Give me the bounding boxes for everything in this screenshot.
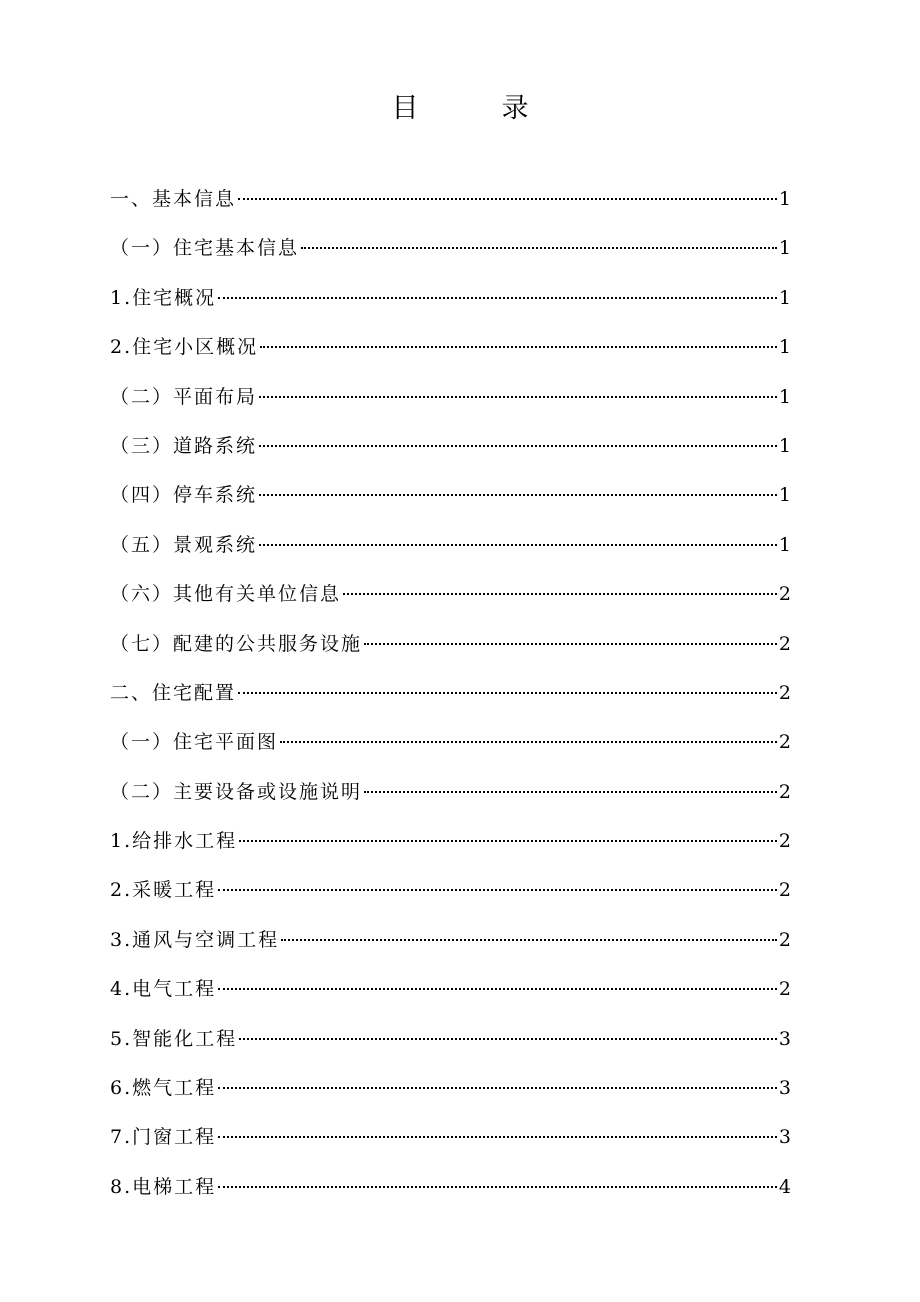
toc-entry-text: 7.门窗工程 [110,1126,217,1149]
toc-entry-page: 3 [778,1126,791,1149]
toc-entry-text: 6.燃气工程 [110,1077,217,1100]
toc-entry [110,817,791,866]
toc-entry [110,471,791,520]
toc-entry-text: （二）主要设备或设施说明 [110,780,363,803]
toc-entry-page: 2 [778,978,791,1001]
toc-leader-dots [259,445,777,447]
toc-entry-text: 2.采暖工程 [110,879,217,902]
toc-entry-text: （七）配建的公共服务设施 [110,632,363,655]
toc-entry [110,1113,791,1162]
toc-entry [110,570,791,619]
toc-entry-text: 二、住宅配置 [110,681,237,704]
toc-entry-page: 1 [778,434,791,457]
toc-entry-text: 5.智能化工程 [110,1027,238,1050]
toc-entry-text: 一、基本信息 [110,188,237,210]
toc-entry [110,521,791,570]
toc-leader-dots [364,643,777,645]
toc-entry-text: （一）住宅平面图 [110,731,279,754]
toc-leader-dots [218,889,777,891]
toc-entry [110,175,791,224]
toc-entry-text: （六）其他有关单位信息 [110,583,342,606]
toc-leader-dots [343,593,777,595]
toc-entry [110,1163,791,1212]
toc-entry [110,1015,791,1064]
toc-entry-page: 2 [778,632,791,655]
toc-entry-text: （三）道路系统 [110,434,258,457]
toc-entry-text: （一）住宅基本信息 [110,237,300,260]
toc-entry [110,422,791,471]
toc-leader-dots [238,692,777,694]
toc-leader-dots [259,494,777,496]
toc-entry-page: 2 [778,879,791,902]
toc-entry [110,866,791,915]
toc-leader-dots [259,396,777,398]
toc-entry-text: 4.电气工程 [110,978,217,1001]
toc-entry-text: （五）景观系统 [110,533,258,556]
toc-entry-page: 3 [778,1027,791,1050]
toc-leader-dots [218,297,777,299]
toc-entry-text: 1.给排水工程 [110,830,238,853]
toc-leader-dots [218,1186,777,1188]
toc-entry-text: （二）平面布局 [110,385,258,408]
toc-entry-page: 2 [778,681,791,704]
toc-entry-page: 2 [778,830,791,853]
toc-leader-dots [280,741,777,743]
toc-entry-page: 1 [778,286,791,309]
toc-entry [110,669,791,718]
toc-entry [110,1064,791,1113]
toc-entry [110,916,791,965]
toc-entry-page: 2 [778,731,791,754]
toc-entry [110,274,791,323]
toc-leader-dots [218,988,777,990]
toc-entry-page: 1 [778,188,791,210]
toc-leader-dots [239,1038,777,1040]
toc-leader-dots [259,544,777,546]
toc-leader-dots [364,791,777,793]
toc-leader-dots [218,1136,777,1138]
toc-entry [110,965,791,1014]
toc-entry [110,718,791,767]
toc-entry [110,620,791,669]
toc-entry-page: 1 [778,237,791,260]
toc-leader-dots [218,1087,777,1089]
toc-entry-text: 2.住宅小区概况 [110,336,259,359]
toc-leader-dots [239,840,777,842]
toc-entry-text: 3.通风与空调工程 [110,928,280,951]
toc-list [110,175,791,1212]
toc-entry [110,373,791,422]
toc-leader-dots [260,346,777,348]
toc-entry-page: 3 [778,1077,791,1100]
toc-entry [110,323,791,372]
toc-entry-page: 1 [778,533,791,556]
toc-leader-dots [238,198,777,200]
toc-entry-page: 4 [778,1175,791,1198]
toc-entry [110,224,791,273]
page-title: 目 录 [391,93,557,124]
toc-entry-page: 2 [778,780,791,803]
toc-entry-text: （四）停车系统 [110,484,258,507]
toc-entry [110,768,791,817]
toc-entry-page: 1 [778,484,791,507]
toc-entry-text: 1.住宅概况 [110,286,217,309]
toc-entry-page: 1 [778,336,791,359]
toc-entry-page: 1 [778,385,791,408]
toc-leader-dots [301,247,777,249]
toc-entry-text: 8.电梯工程 [110,1175,217,1198]
toc-leader-dots [281,939,777,941]
toc-entry-page: 2 [778,928,791,951]
toc-entry-page: 2 [778,583,791,606]
